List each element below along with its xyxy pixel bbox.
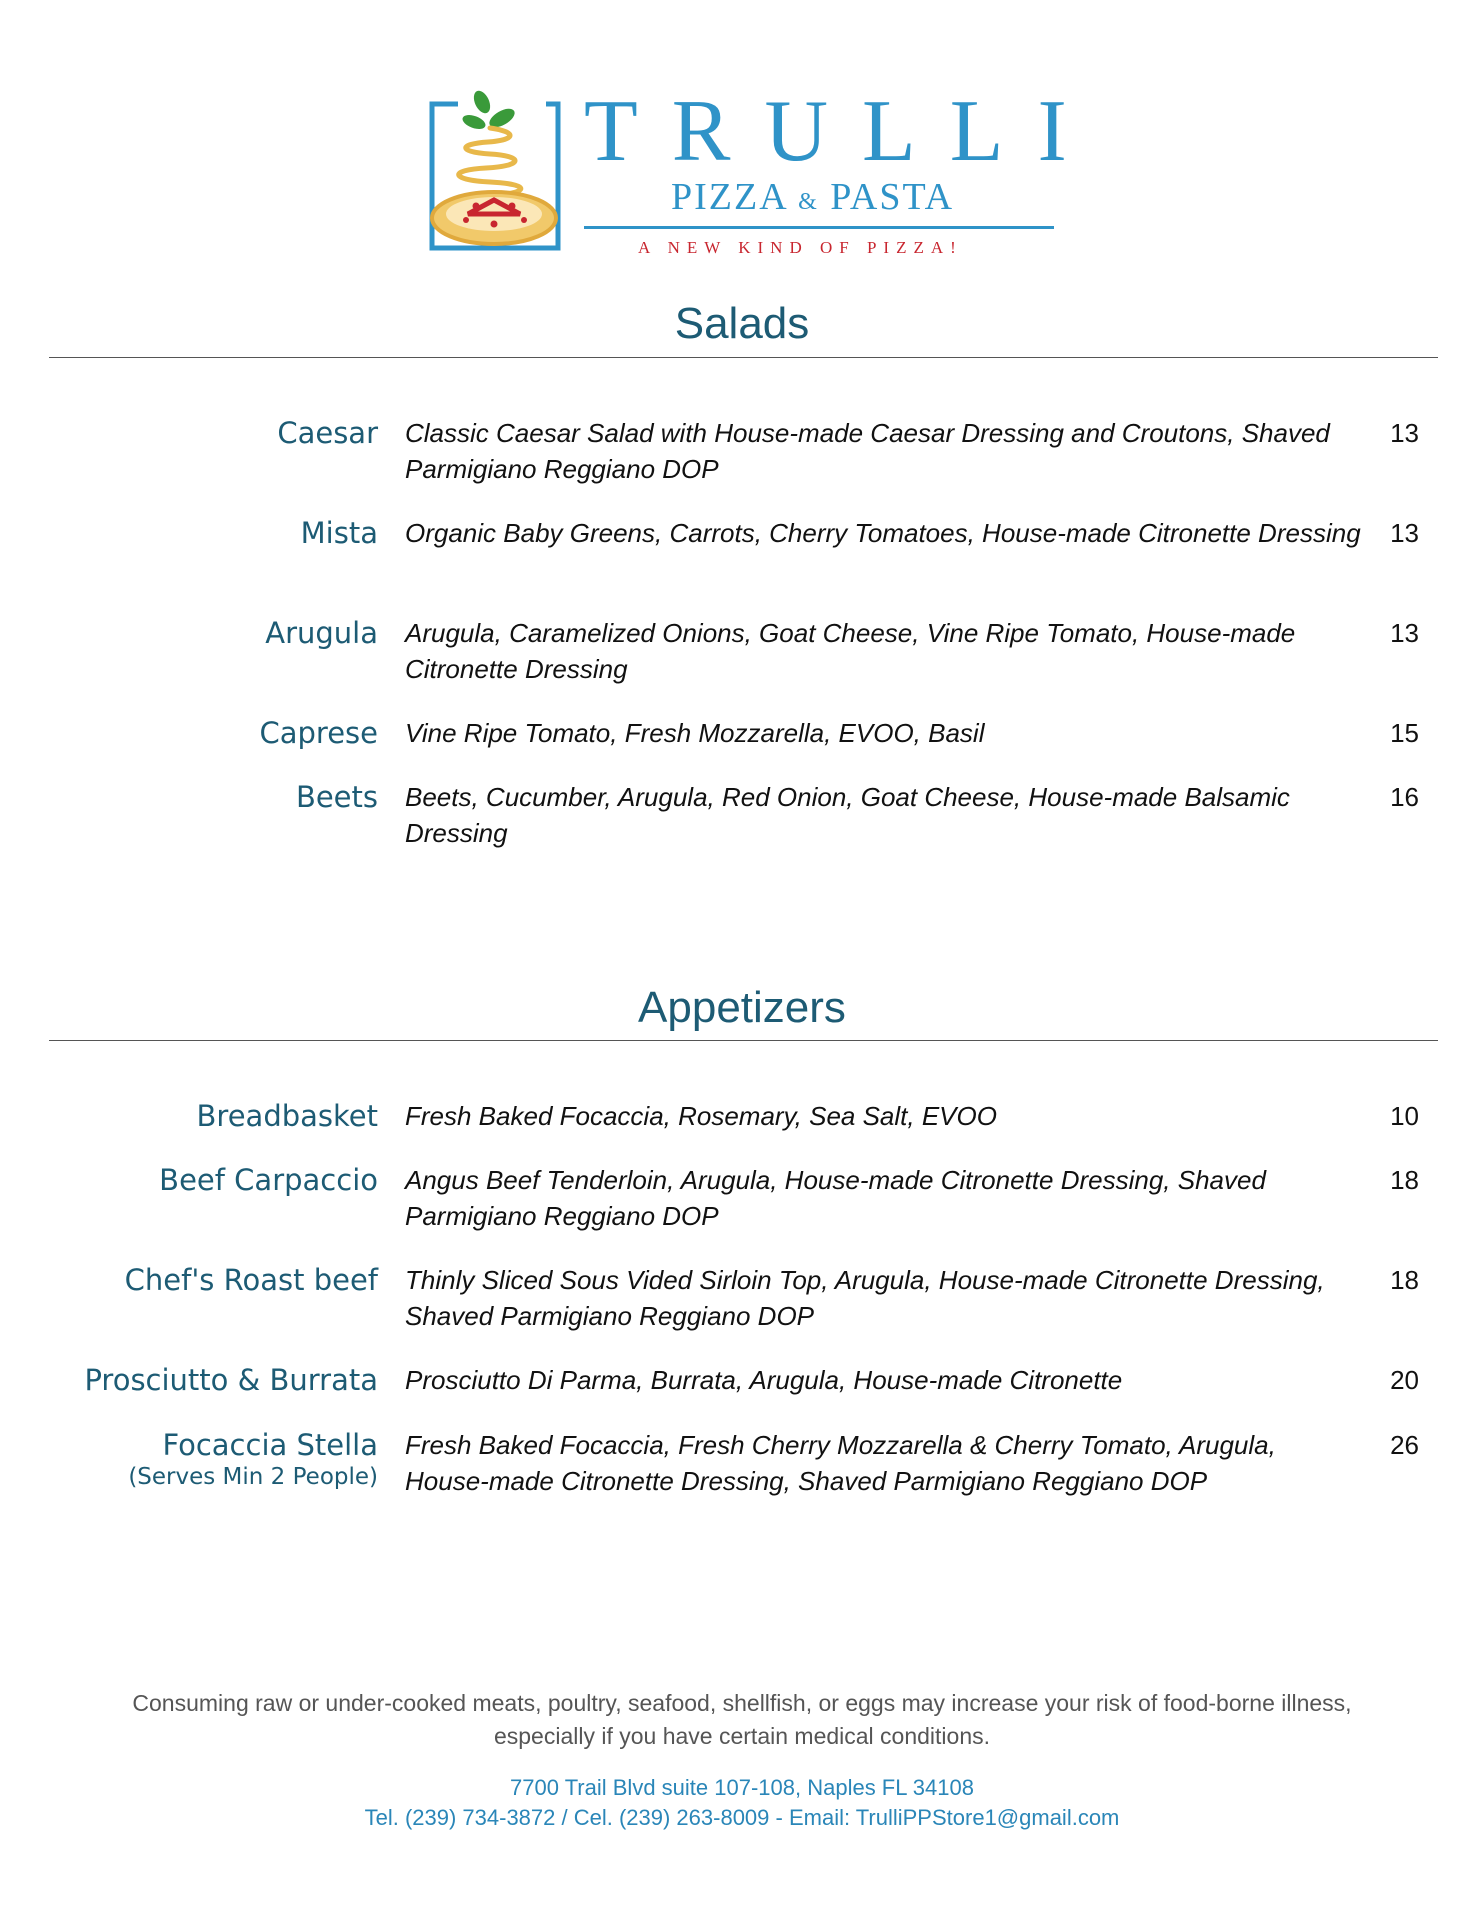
disclaimer-line-2: especially if you have certain medical conditions. [493,1723,991,1749]
item-name: Caesar [277,416,378,450]
item-description: Fresh Baked Focaccia, Rosemary, Sea Salt, EVOO [405,1101,997,1131]
address: 7700 Trail Blvd suite 107-108, Naples FL 34108 [510,1775,974,1800]
item-price: 15 [1390,718,1419,748]
item-description: Vine Ripe Tomato, Fresh Mozzarella, EVOO, Basil [405,718,985,748]
salads-divider [49,357,1438,358]
brand-subtitle-right: PASTA [830,176,955,218]
item-name: Mista [300,516,378,550]
item-price: 20 [1390,1365,1419,1395]
salads-title: Salads [674,299,810,348]
item-name: Prosciutto & Burrata [84,1363,378,1397]
contact-info: Tel. (239) 734-3872 / Cel. (239) 263-8009 - Email: TrulliPPStore1@gmail.com [364,1805,1120,1830]
item-price: 18 [1390,1265,1419,1295]
item-name: Breadbasket [196,1099,378,1133]
appetizers-divider [49,1040,1438,1041]
disclaimer-line-1: Consuming raw or under-cooked meats, poultry, seafood, shellfish, or eggs may increase your risk of food-borne illness, [132,1690,1352,1716]
item-price: 18 [1390,1165,1419,1195]
brand-divider [584,226,1054,229]
pizza-logo-icon [428,88,568,256]
item-price: 13 [1390,518,1419,548]
item-description: Thinly Sliced Sous Vided Sirloin Top, Arugula, House-made Citronette Dressing, Shaved Parmigiano Reggiano DOP [405,1265,1325,1331]
item-name: Caprese [259,716,378,750]
item-name: Arugula [265,616,378,650]
item-description: Classic Caesar Salad with House-made Caesar Dressing and Croutons, Shaved Parmigiano Reggiano DOP [405,418,1330,484]
item-note: (Serves Min 2 People) [128,1464,378,1490]
item-name: Beef Carpaccio [159,1163,378,1197]
item-price: 16 [1390,782,1419,812]
appetizers-title: Appetizers [638,983,846,1032]
brand-subtitle-left: PIZZA [671,176,787,218]
item-description: Beets, Cucumber, Arugula, Red Onion, Goat Cheese, House-made Balsamic Dressing [405,782,1290,848]
item-description: Arugula, Caramelized Onions, Goat Cheese, Vine Ripe Tomato, House-made Citronette Dressing [405,618,1296,684]
item-description: Organic Baby Greens, Carrots, Cherry Tomatoes, House-made Citronette Dressing [405,518,1361,548]
item-description: Fresh Baked Focaccia, Fresh Cherry Mozzarella & Cherry Tomato, Arugula, House-made Citronette Dressing, Shaved Parmigiano Reggiano DOP [405,1430,1276,1496]
item-description: Prosciutto Di Parma, Burrata, Arugula, House-made Citronette [405,1365,1123,1395]
item-price: 26 [1390,1430,1419,1460]
item-price: 13 [1390,418,1419,448]
item-price: 13 [1390,618,1419,648]
item-name: Focaccia Stella [162,1428,378,1462]
item-description: Angus Beef Tenderloin, Arugula, House-made Citronette Dressing, Shaved Parmigiano Reggiano DOP [405,1165,1266,1231]
brand-tagline: A NEW KIND OF PIZZA! [638,238,963,257]
item-name: Beets [295,780,378,814]
brand-subtitle-amp: & [798,189,819,215]
brand-subtitle [671,178,954,216]
item-name: Chef's Roast beef [124,1263,378,1297]
brand-name: TRULLI [584,83,1101,180]
item-price: 10 [1390,1101,1419,1131]
